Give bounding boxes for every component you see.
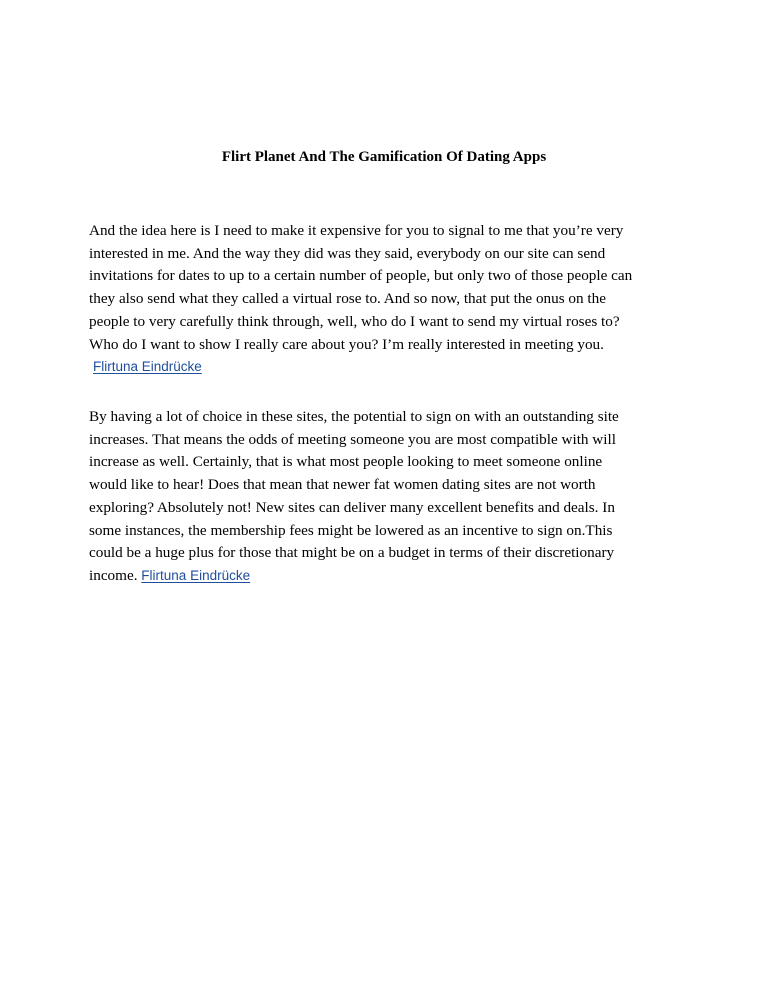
paragraph-line: they also send what they called a virtual rose to. And so now, that put the onus on the	[89, 290, 606, 308]
document-title: Flirt Planet And The Gamification Of Dating Apps	[221, 149, 547, 165]
paragraph-line: increases. That means the odds of meeting someone you are most compatible with will	[89, 430, 616, 448]
paragraph-line: By having a lot of choice in these sites, the potential to sign on with an outstanding site	[89, 408, 619, 425]
paragraph-line: interested in me. And the way they did was they said, everybody on our site can send	[89, 244, 606, 262]
paragraph-line: people to very carefully think through, well, who do I want to send my virtual roses to?	[89, 312, 620, 330]
paragraph-2	[89, 406, 689, 588]
paragraph-line: could be a huge plus for those that might be on a budget in terms of their discretionary	[89, 544, 615, 562]
flirtuna-link-2[interactable]: Flirtuna Eindrücke	[141, 567, 251, 583]
last-line-text: income.	[89, 566, 138, 584]
paragraph-line: invitations for dates to up to a certain number of people, but only two of those people can	[89, 267, 633, 285]
paragraph-line: exploring? Absolutely not! New sites can deliver many excellent benefits and deals. In	[89, 498, 615, 516]
paragraph-line: would like to hear! Does that mean that newer fat women dating sites are not worth	[89, 476, 596, 494]
link-line	[89, 356, 689, 379]
flirtuna-link-1[interactable]: Flirtuna Eindrücke	[93, 359, 202, 375]
paragraph-1	[89, 220, 689, 379]
paragraph-line: increase as well. Certainly, that is what most people looking to meet someone online	[89, 453, 603, 471]
paragraph-line: some instances, the membership fees might be lowered as an incentive to sign on.This	[89, 521, 613, 539]
paragraph-line: And the idea here is I need to make it expensive for you to signal to me that you’re very	[89, 222, 624, 239]
paragraph-line: Who do I want to show I really care about you? I’m really interested in meeting you.	[89, 335, 604, 353]
paragraph-last-line	[89, 565, 689, 588]
